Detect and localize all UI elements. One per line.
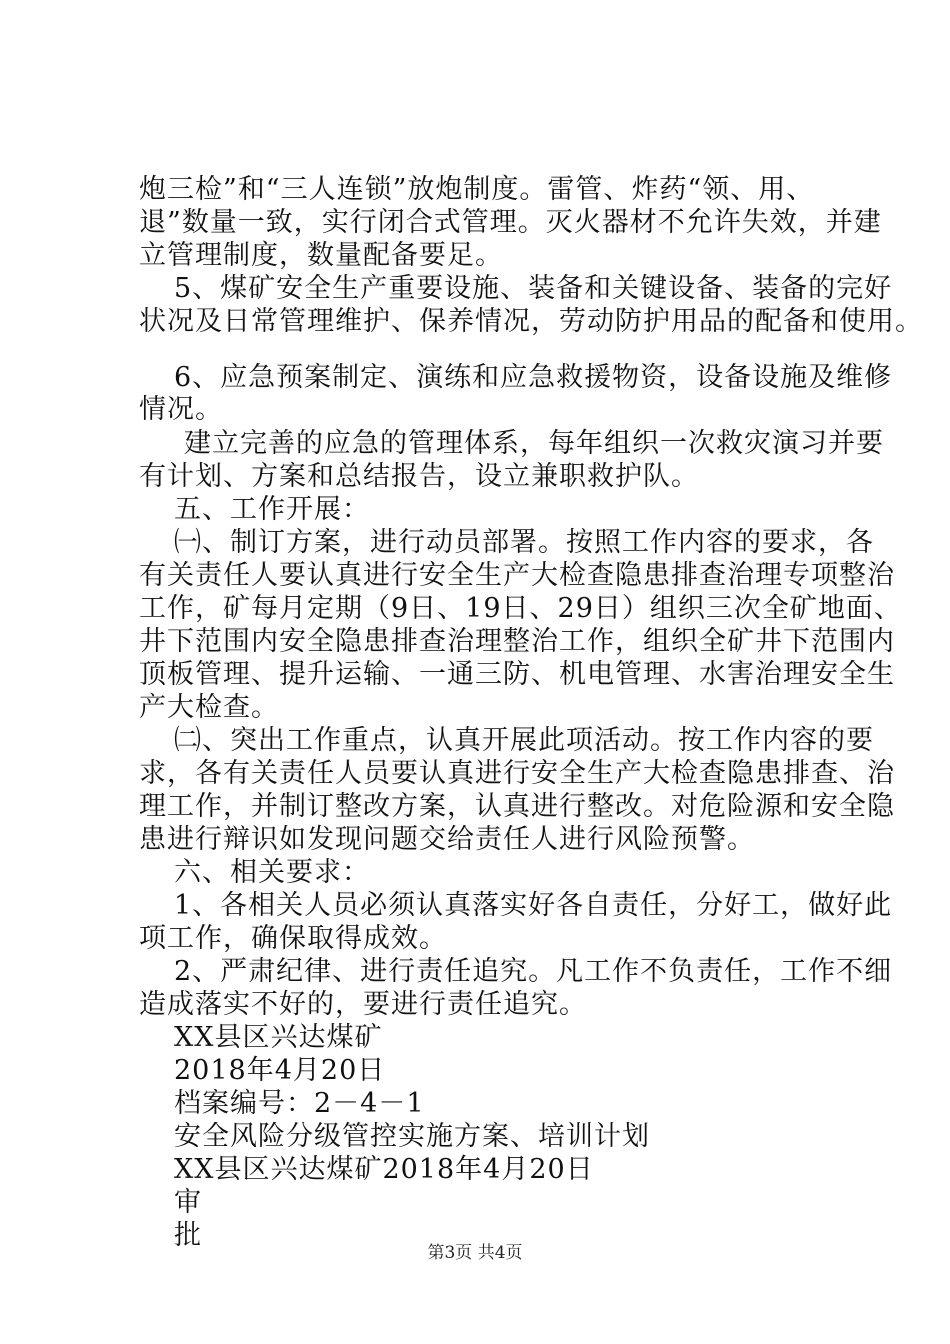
text-line: 有计划、方案和总结报告，设立兼职救护队。: [139, 461, 699, 492]
text-line: 有关责任人要认真进行安全生产大检查隐患排查治理专项整治: [139, 560, 895, 591]
signature-org: XX县区兴达煤矿: [174, 1022, 383, 1053]
text-line: 建立完善的应急的管理体系，每年组织一次救灾演习并要: [184, 428, 884, 459]
text-line: ㈡、突出工作重点，认真开展此项活动。按工作内容的要: [174, 725, 874, 756]
text-line: 理工作，并制订整改方案，认真进行整改。对危险源和安全隐: [139, 791, 895, 822]
text-line: 6、应急预案制定、演练和应急救援物资，设备设施及维修: [174, 362, 893, 393]
signature-date: 2018年4月20日: [174, 1055, 386, 1086]
text-line: 1、各相关人员必须认真落实好各自责任，分好工，做好此: [174, 890, 893, 921]
text-line: 退”数量一致，实行闭合式管理。灭火器材不允许失效，并建: [139, 207, 882, 238]
text-line: 造成落实不好的，要进行责任追究。: [139, 989, 587, 1020]
section-heading: 五、工作开展：: [174, 494, 370, 525]
org-date-line: XX县区兴达煤矿2018年4月20日: [174, 1154, 594, 1185]
text-line: 5、煤矿安全生产重要设施、装备和关键设备、装备的完好: [174, 273, 893, 304]
text-line: 顶板管理、提升运输、一通三防、机电管理、水害治理安全生: [139, 659, 895, 690]
text-line: 炮三检”和“三人连锁”放炮制度。雷管、炸药“领、用、: [139, 174, 815, 205]
text-line: 立管理制度，数量配备要足。: [139, 240, 503, 271]
text-line: 求，各有关责任人员要认真进行安全生产大检查隐患排查、治: [139, 758, 895, 789]
approval-label-1: 审: [174, 1187, 202, 1218]
text-line: 情况。: [139, 394, 223, 425]
text-line: 患进行辩识如发现问题交给责任人进行风险预警。: [139, 824, 755, 855]
page-footer: 第3页 共4页: [427, 1243, 523, 1263]
text-line: ㈠、制订方案，进行动员部署。按照工作内容的要求，各: [174, 527, 874, 558]
approval-label-2: 批: [174, 1220, 202, 1251]
text-line: 工作，矿每月定期（9日、19日、29日）组织三次全矿地面、: [139, 593, 902, 624]
archive-number: 档案编号：2－4－1: [174, 1088, 425, 1119]
text-line: 状况及日常管理维护、保养情况，劳动防护用品的配备和使用。: [139, 306, 923, 337]
text-line: 井下范围内安全隐患排查治理整治工作，组织全矿井下范围内: [139, 626, 895, 657]
text-line: 产大检查。: [139, 692, 279, 723]
text-line: 项工作，确保取得成效。: [139, 923, 447, 954]
document-title: 安全风险分级管控实施方案、培训计划: [174, 1121, 650, 1152]
text-line: 2、严肃纪律、进行责任追究。凡工作不负责任，工作不细: [174, 956, 893, 987]
section-heading: 六、相关要求：: [174, 857, 370, 888]
